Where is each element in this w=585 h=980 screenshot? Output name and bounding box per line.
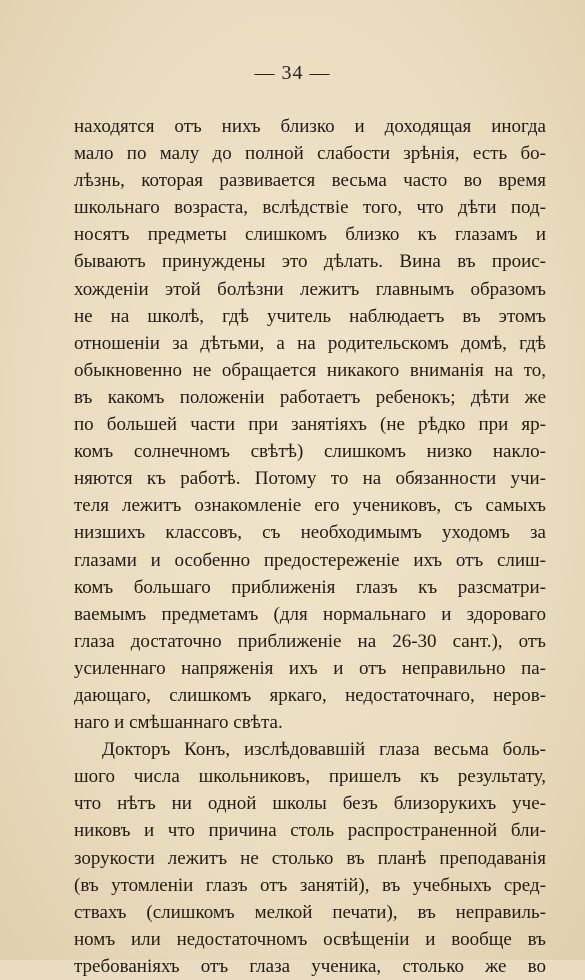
paragraph-1 [74, 113, 546, 736]
text-line: номъ или недостаточномъ освѣщеніи и вообще въ [74, 928, 546, 950]
text-line: бываютъ принуждены это дѣлать. Вина въ проис- [74, 251, 546, 273]
page-number: — 34 — [254, 62, 331, 84]
text-line: въ какомъ положеніи работаетъ ребенокъ; дѣти же [74, 386, 546, 408]
text-line: комъ большаго приближенія глазъ къ разсматри- [74, 576, 546, 598]
text-line: наго и смѣшаннаго свѣта. [74, 712, 283, 734]
text-line: шого числа школьниковъ, пришелъ къ результату, [74, 766, 546, 788]
text-line: обыкновенно не обращается никакого вниманія на то, [74, 359, 546, 381]
text-line: находятся отъ нихъ близко и доходящая иногда [74, 116, 546, 137]
text-line: глазами и особенно предостереженіе ихъ отъ слиш- [74, 549, 546, 571]
text-line: няются къ работѣ. Потому то на обязанности учи- [74, 468, 546, 490]
text-line: глаза достаточно приближеніе на 26-30 сант.), отъ [74, 630, 546, 652]
text-line: не на школѣ, гдѣ учитель наблюдаетъ въ этомъ [74, 305, 546, 327]
text-line: дающаго, слишкомъ яркаго, недостаточнаго, неров- [74, 684, 546, 706]
text-line: отношеніи за дѣтьми, а на родительскомъ домѣ, гдѣ [74, 332, 546, 354]
text-line: требованіяхъ отъ глаза ученика, столько же во [74, 955, 546, 977]
text-line: низшихъ классовъ, съ необходимымъ уходомъ за [74, 522, 546, 544]
text-line: хожденіи этой болѣзни лежитъ главнымъ образомъ [74, 278, 546, 300]
text-line: никовъ и что причина столь распространенной бли- [74, 820, 546, 842]
text-line: что нѣтъ ни одной школы безъ близорукихъ уче- [74, 793, 546, 815]
text-line: по большей части при занятіяхъ (не рѣдко при яр- [74, 414, 546, 436]
text-line: зорукости лежитъ не столько въ планѣ преподаванія [74, 847, 546, 869]
text-line: Докторъ Конъ, изслѣдовавшій глаза весьма боль- [102, 739, 546, 761]
text-line: мало по малу до полной слабости зрѣнія, есть бо- [74, 143, 546, 165]
text-line: ствахъ (слишкомъ мелкой печати), въ неправиль- [74, 901, 546, 923]
paragraph-2 [74, 736, 546, 980]
text-line: теля лежитъ ознакомленіе его учениковъ, съ самыхъ [74, 495, 546, 517]
text-line: усиленнаго напряженія ихъ и отъ неправильно па- [74, 657, 546, 679]
text-line: лѣзнь, которая развивается весьма часто во время [74, 170, 546, 192]
body-text [74, 113, 546, 980]
text-line: носятъ предметы слишкомъ близко къ глазамъ и [74, 224, 546, 246]
text-line: комъ солнечномъ свѣтѣ) слишкомъ низко накло- [74, 441, 546, 463]
text-line: ваемымъ предметамъ (для нормальнаго и здороваго [74, 603, 546, 625]
text-line: школьнаго возраста, вслѣдствіе того, что дѣти под- [74, 197, 546, 219]
text-line: (въ утомленіи глазъ отъ занятій), въ учебныхъ сред- [74, 874, 546, 896]
